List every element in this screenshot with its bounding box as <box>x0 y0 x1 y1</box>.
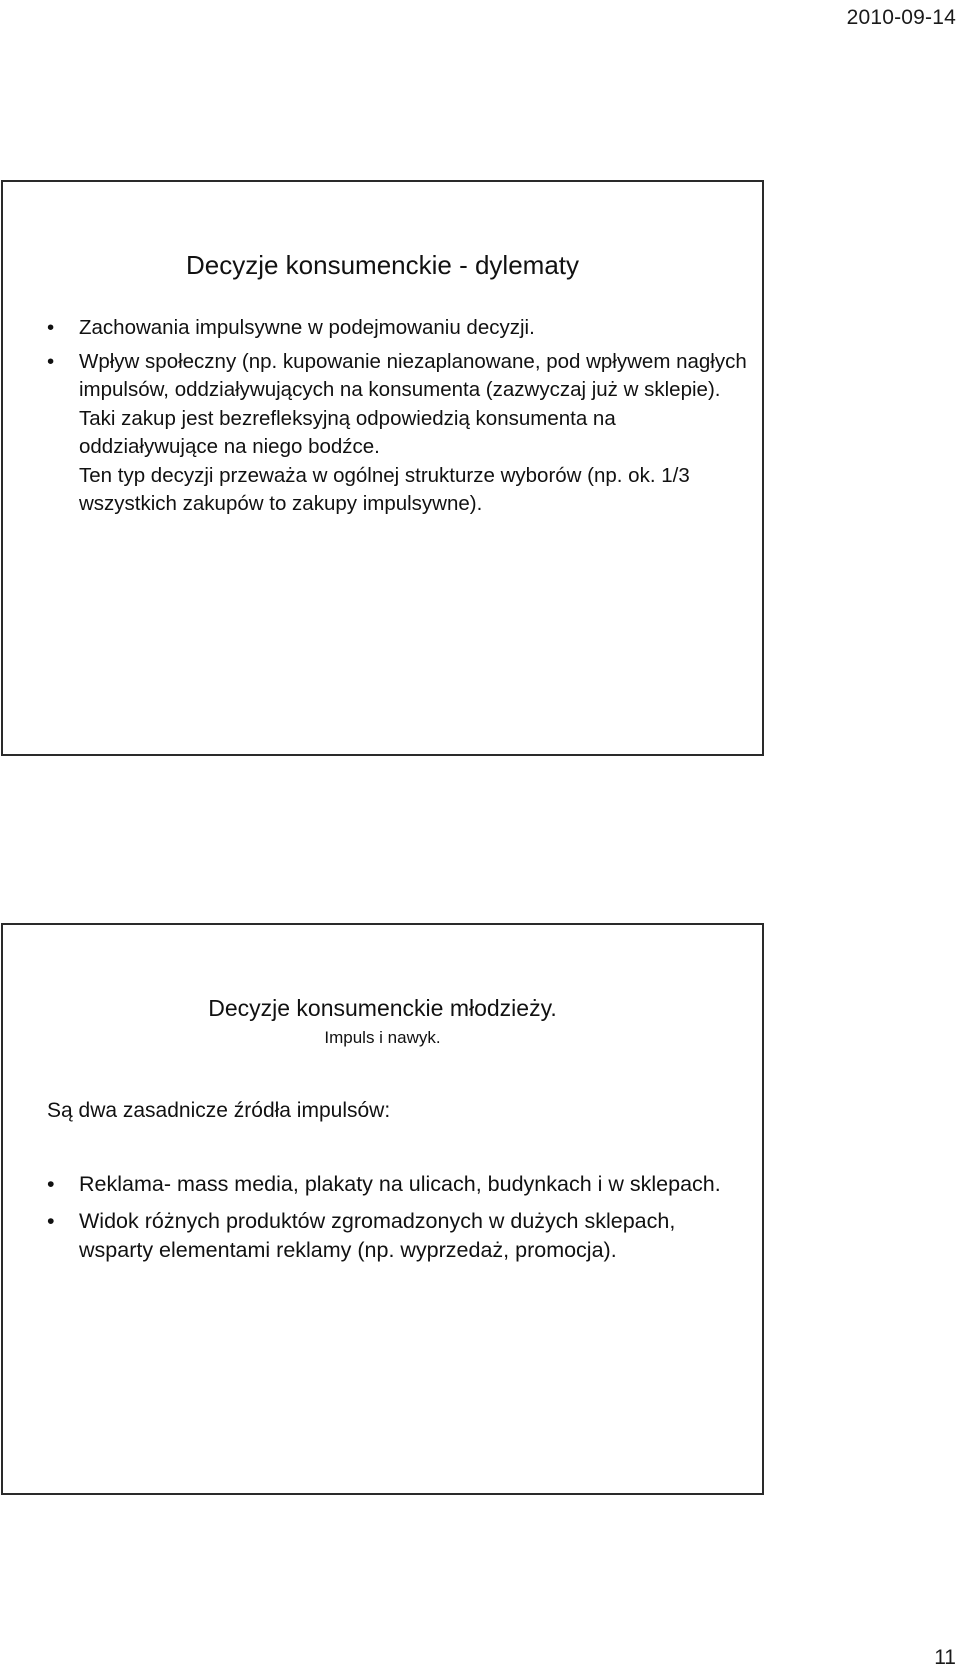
bullet-icon: • <box>47 349 55 373</box>
slide-frame-1 <box>1 180 764 756</box>
bullet-icon: • <box>47 1209 55 1233</box>
bullet-text: Reklama- mass media, plakaty na ulicach, budynkach i w sklepach. <box>79 1172 721 1196</box>
lead-text: Są dwa zasadnicze źródła impulsów: <box>47 1099 391 1122</box>
slide-subtitle: Impuls i nawyk. <box>324 1028 441 1047</box>
bullet-list <box>47 1170 737 1273</box>
document-date: 2010-09-14 <box>846 6 956 29</box>
page-number: 11 <box>934 1646 956 1669</box>
bullet-text: Widok różnych produktów zgromadzonych w dużych sklepach, wsparty elementami reklamy (np. wyprzedaż, promocja). <box>79 1209 676 1262</box>
bullet-text: Zachowania impulsywne w podejmowaniu decyzji. <box>79 316 535 339</box>
bullet-item <box>47 1170 737 1199</box>
bullet-list <box>47 314 747 524</box>
bullet-icon: • <box>47 316 55 339</box>
bullet-item <box>47 348 747 462</box>
continuation-text: Ten typ decyzji przeważa w ogólnej strukturze wyborów (np. ok. 1/3 wszystkich zakupów to zakupy impulsywne). <box>79 463 690 515</box>
bullet-item <box>47 1207 737 1265</box>
bullet-item <box>47 314 747 343</box>
slide-frame-2 <box>1 923 764 1495</box>
bullet-continuation <box>47 462 747 519</box>
slide-title: Decyzje konsumenckie młodzieży. <box>208 995 557 1021</box>
bullet-icon: • <box>47 1172 55 1196</box>
bullet-text: Wpływ społeczny (np. kupowanie niezaplanowane, pod wpływem nagłych impulsów, oddziaływujących na konsumenta (zazwyczaj już w sklepie). Taki zakup jest bezrefleksyjną odpowiedzią konsumenta na oddziaływujące na niego bodźce. <box>79 349 747 458</box>
slide-title: Decyzje konsumenckie - dylematy <box>185 250 580 280</box>
